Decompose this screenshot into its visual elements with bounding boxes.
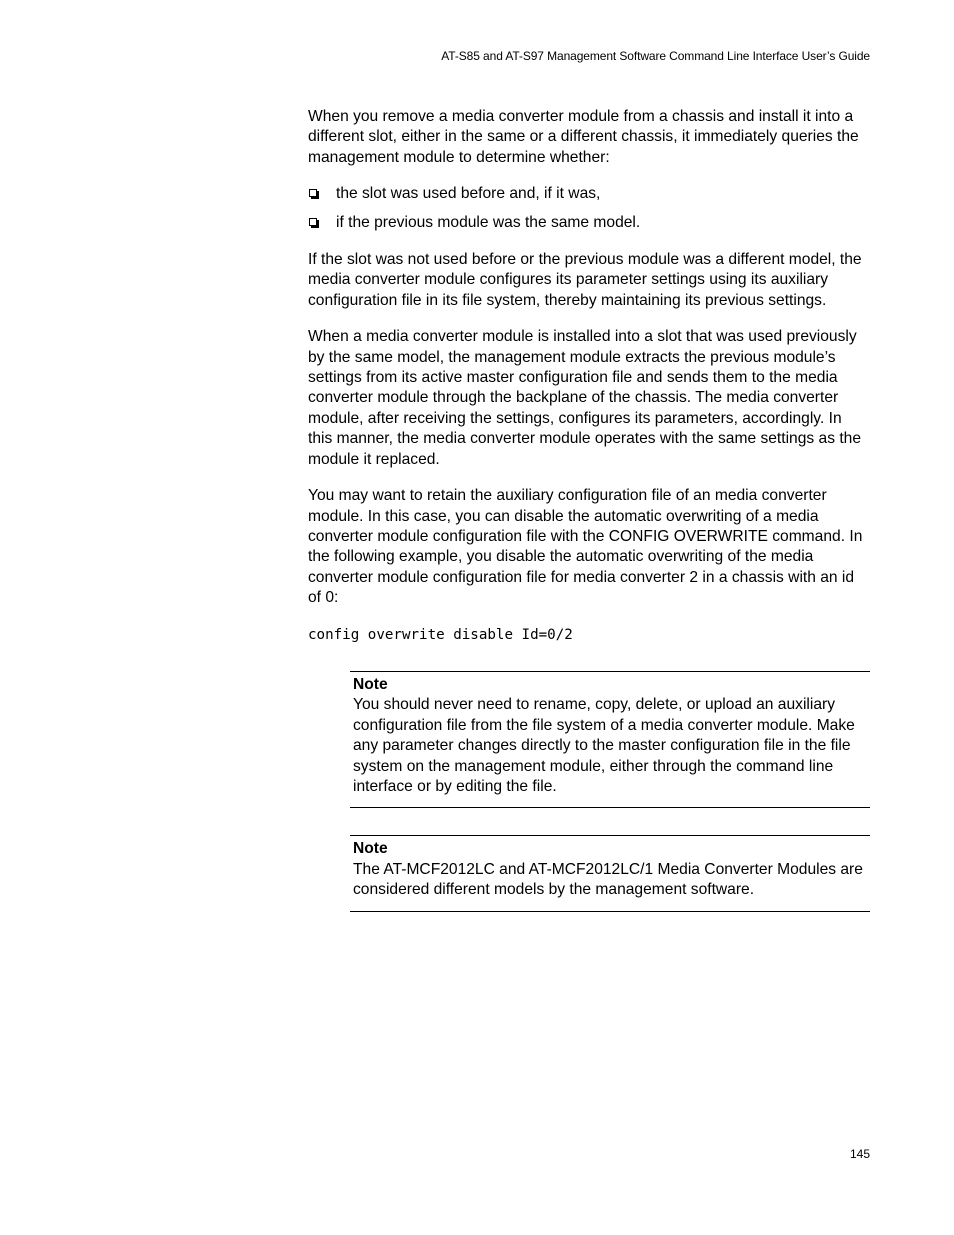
note-text: The AT-MCF2012LC and AT-MCF2012LC/1 Media Converter Modules are considered different models by the management software.: [353, 860, 863, 899]
paragraph-2: If the slot was not used before or the previous module was a different model, the media converter module configures its parameter settings using its auxiliary configuration file in its file system, thereby maintaining its previous settings.: [308, 251, 862, 309]
list-item: [308, 213, 870, 233]
checkbox-bullet-icon: [309, 189, 317, 197]
bullet-list: [308, 184, 870, 233]
note-box: [350, 835, 870, 911]
checkbox-bullet-icon: [309, 218, 317, 226]
note-box: [350, 671, 870, 808]
paragraph-4: You may want to retain the auxiliary configuration file of an media converter module. In this case, you can disable the automatic overwriting of a media converter module configuration file with the CONFIG OVERWRITE command. In the following example, you disable the automatic overwriting of the media converter module configuration file for media converter 2 in a chassis with an id of 0:: [308, 487, 863, 607]
code-example: config overwrite disable Id=0/2: [308, 626, 573, 643]
intro-paragraph: When you remove a media converter module from a chassis and install it into a different slot, either in the same or a different chassis, it immediately queries the management module to determine whether:: [308, 108, 859, 166]
page-number: 145: [849, 1147, 870, 1161]
note-text: You should never need to rename, copy, delete, or upload an auxiliary configuration file from the file system of a media converter module. Make any parameter changes directly to the master configuration file in the file system on the management module, either through the command line interface or by editing the file.: [353, 696, 855, 795]
running-header: AT-S85 and AT-S97 Management Software Command Line Interface User’s Guide: [441, 49, 870, 63]
paragraph-3: When a media converter module is installed into a slot that was used previously by the same model, the management module extracts the previous module’s settings from its active master configuration file and sends them to the media converter module through the backplane of the chassis. The media converter module, after receiving the settings, configures its parameters, accordingly. In this manner, the media converter module operates with the same settings as the module it replaced.: [308, 328, 862, 468]
list-item: [308, 184, 870, 204]
note-title: Note: [353, 840, 388, 858]
bullet-text: if the previous module was the same model.: [336, 213, 641, 231]
page-content: [308, 107, 870, 912]
note-title: Note: [353, 675, 388, 693]
bullet-text: the slot was used before and, if it was,: [336, 185, 601, 203]
